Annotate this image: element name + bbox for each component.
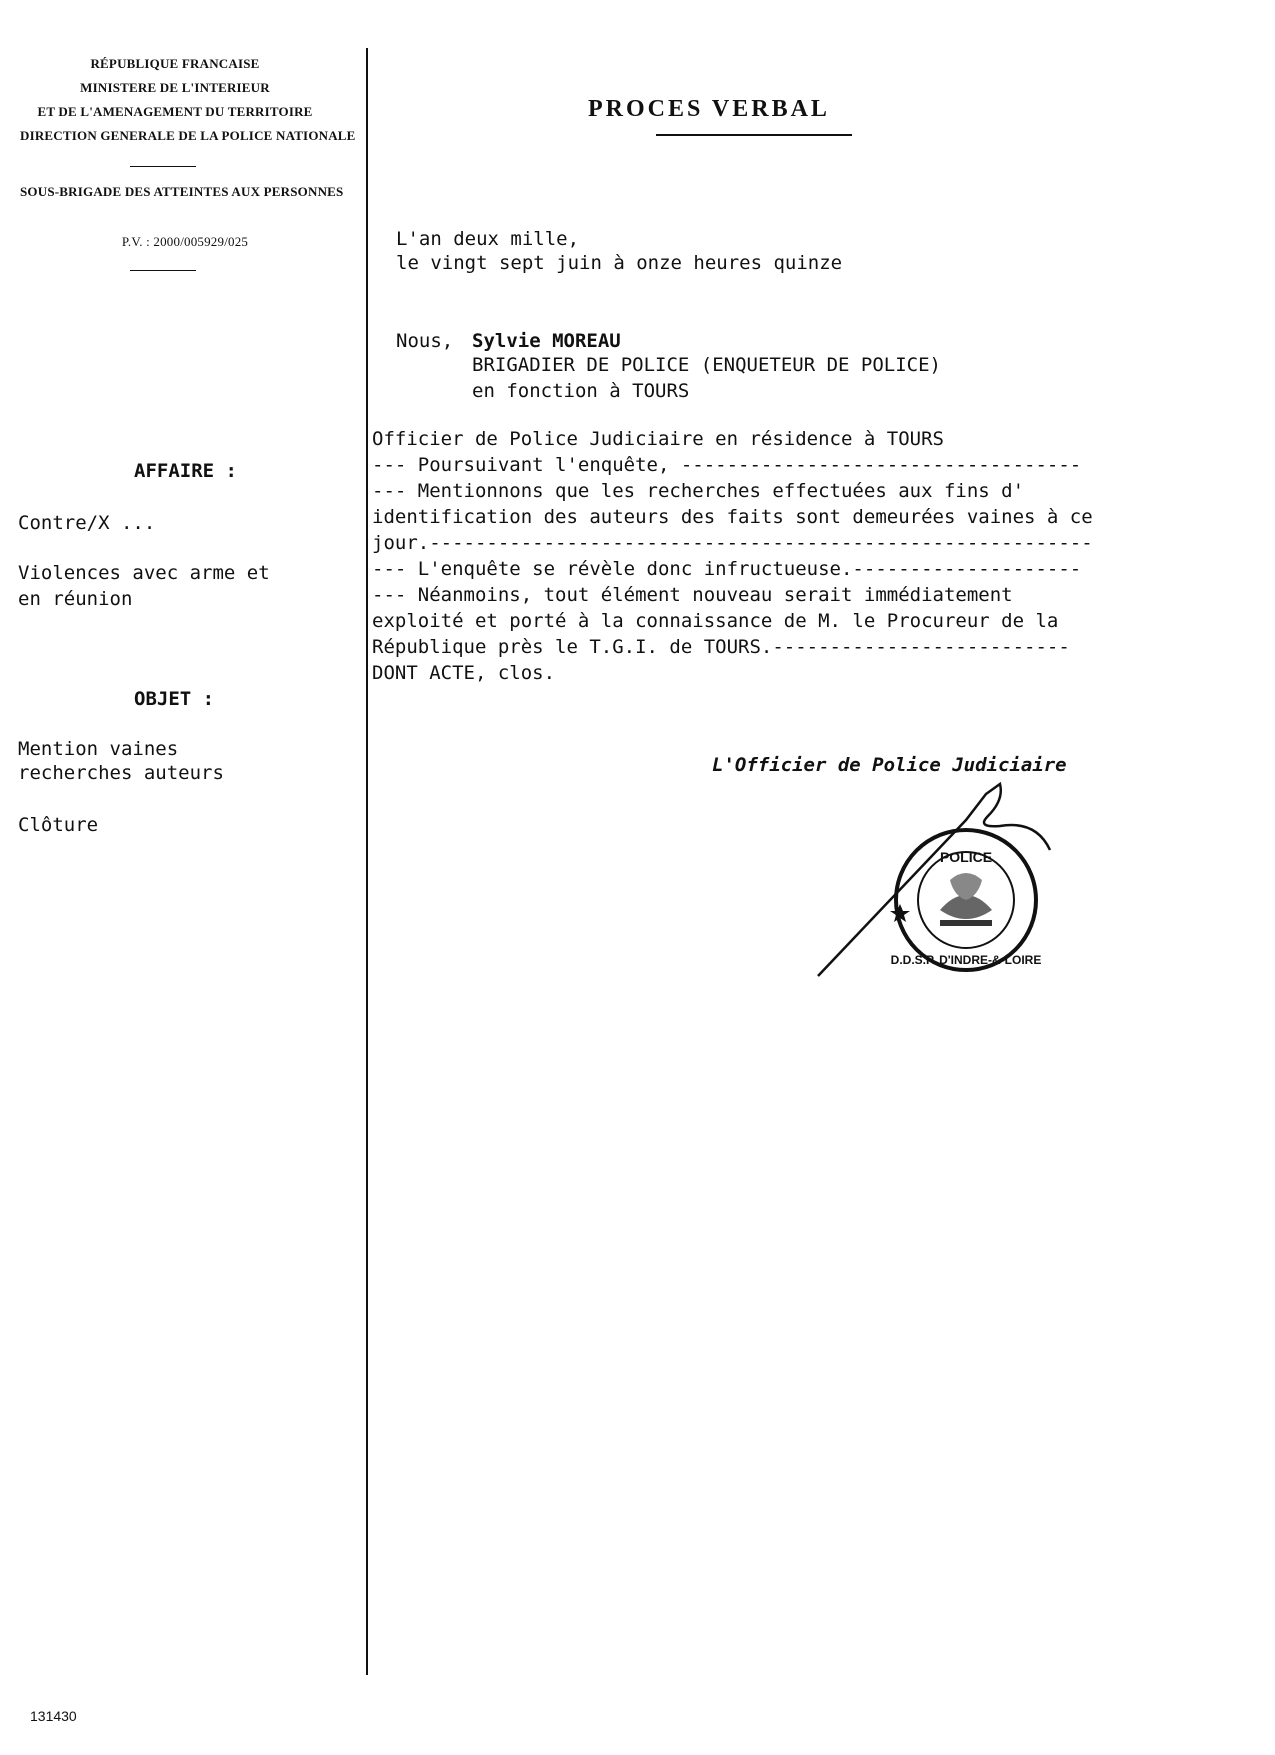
body-line-8: exploité et porté à la connaissance de M. le Procureur de la xyxy=(372,610,1059,632)
pv-number: P.V. : 2000/005929/025 xyxy=(121,234,249,249)
objet-mention: Mention vaines xyxy=(18,738,179,760)
document-number: 131430 xyxy=(30,1708,77,1724)
header-republique: RÉPUBLIQUE FRANCAISE xyxy=(90,56,260,71)
body-line-9: République près le T.G.I. de TOURS.-------------------------- xyxy=(372,636,1070,658)
header-ministere: MINISTERE DE L'INTERIEUR xyxy=(80,80,270,95)
header-rule-1 xyxy=(130,166,196,167)
official-stamp-and-signature xyxy=(800,780,1060,990)
date-line-2: le vingt sept juin à onze heures quinze xyxy=(396,252,843,274)
objet-cloture: Clôture xyxy=(18,814,99,836)
stamp-text-bottom: D.D.S.P. D'INDRE-&-LOIRE xyxy=(890,953,1042,967)
body-line-6: --- L'enquête se révèle donc infructueuse.-------------------- xyxy=(372,558,1082,580)
header-sous-brigade: SOUS-BRIGADE DES ATTEINTES AUX PERSONNES xyxy=(20,184,344,199)
body-line-7: --- Néanmoins, tout élément nouveau serait immédiatement xyxy=(372,584,1013,606)
body-line-5: jour.---------------------------------------------------------- xyxy=(372,532,1093,554)
body-line-4: identification des auteurs des faits sont demeurées vaines à ce xyxy=(372,506,1093,528)
page-title: PROCES VERBAL xyxy=(588,96,830,122)
signature-title: L'Officier de Police Judiciaire xyxy=(712,754,1067,776)
officer-name: Sylvie MOREAU xyxy=(472,330,621,352)
objet-recherches: recherches auteurs xyxy=(18,762,224,784)
body-line-1: Officier de Police Judiciaire en résidence à TOURS xyxy=(372,428,944,450)
header-rule-2 xyxy=(130,270,196,271)
margin-line xyxy=(366,48,368,1675)
officer-rank: BRIGADIER DE POLICE (ENQUETEUR DE POLICE) xyxy=(472,354,941,376)
officer-post: en fonction à TOURS xyxy=(472,380,690,402)
body-line-10: DONT ACTE, clos. xyxy=(372,662,556,684)
affaire-reunion: en réunion xyxy=(18,588,133,610)
affaire-contre: Contre/X ... xyxy=(18,512,156,534)
header-amenagement: ET DE L'AMENAGEMENT DU TERRITOIRE xyxy=(37,104,313,119)
header-direction: DIRECTION GENERALE DE LA POLICE NATIONALE xyxy=(20,128,356,143)
stamp-text-top: POLICE xyxy=(939,849,993,865)
affaire-label: AFFAIRE : xyxy=(134,460,237,482)
body-line-2: --- Poursuivant l'enquête, ----------------------------------- xyxy=(372,454,1082,476)
body-line-3: --- Mentionnons que les recherches effectuées aux fins d' xyxy=(372,480,1025,502)
nous-label: Nous, xyxy=(396,330,454,352)
affaire-violences: Violences avec arme et xyxy=(18,562,270,584)
objet-label: OBJET : xyxy=(134,688,215,710)
date-line-1: L'an deux mille, xyxy=(396,228,580,250)
title-underline xyxy=(656,134,852,136)
